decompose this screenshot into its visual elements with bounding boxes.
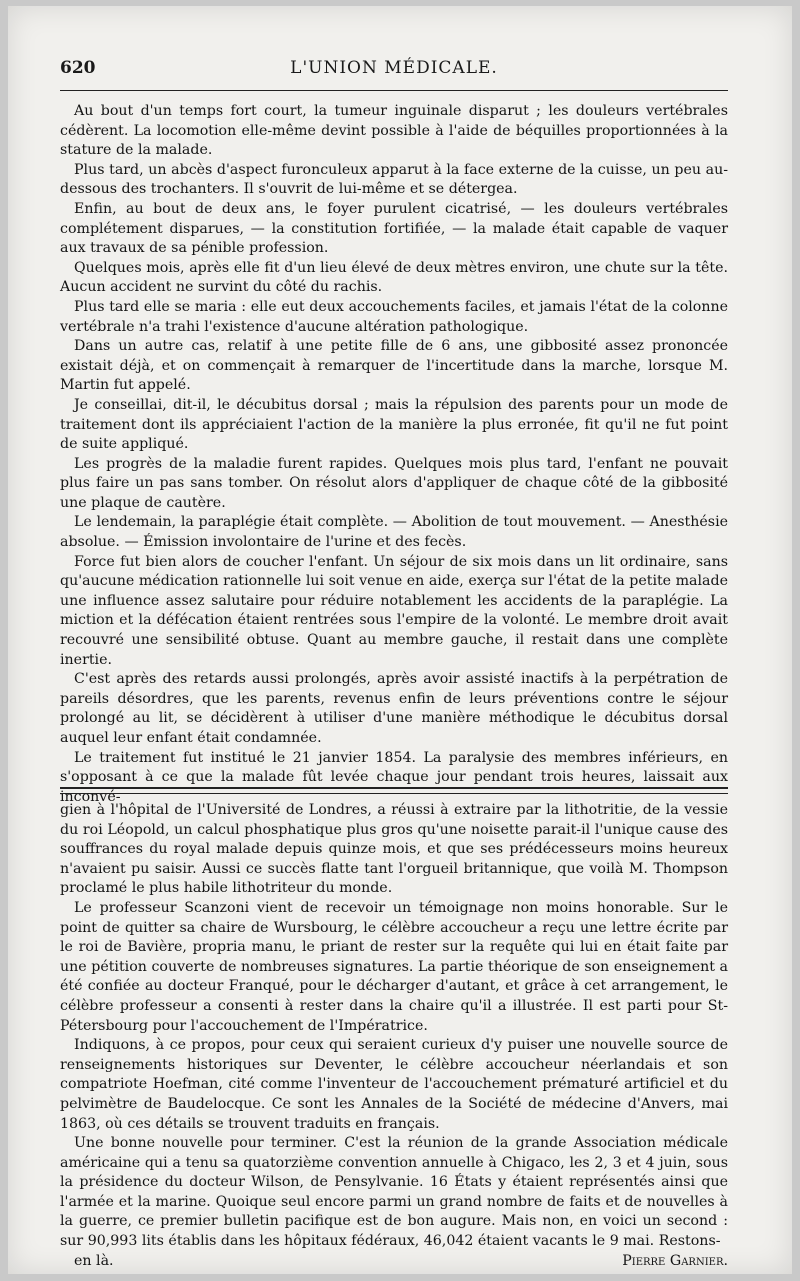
paragraph: Le lendemain, la paraplégie était complète. — Abolition de tout mouvement. — Anesthésie absolue. — Émission involontaire de l'urine et des fecès.: [60, 514, 728, 551]
running-title: L'UNION MÉDICALE.: [290, 58, 498, 78]
feuilleton-divider: [60, 787, 728, 794]
paragraph: Dans un autre cas, relatif à une petite fille de 6 ans, une gibbosité assez prononcée existait déjà, et on commençait à remarquer de l'incertitude dans la marche, lorsque M. Martin fut appelé.: [60, 338, 728, 394]
journal-page: [8, 6, 792, 1274]
paragraph: Le professeur Scanzoni vient de recevoir un témoignage non moins honorable. Sur le point de quitter sa chaire de Wursbourg, le célèbre accoucheur a reçu une lettre écrite par le roi de Bavière, propria manu, le priant de rester sur la requête qui lui en était faite par une pétition couverte de nombreuses signatures. La partie théorique de son enseignement a été confiée au docteur Franqué, pour le décharger d'autant, et grâce à cet arrangement, le célèbre professeur a consenti à rester dans la chaire qu'il a illustrée. Il est parti pour St-Pétersbourg pour l'accouchement de l'Impératrice.: [60, 899, 728, 1034]
closing-line: [60, 1252, 728, 1272]
paragraph: Plus tard elle se maria : elle eut deux accouchements faciles, et jamais l'état de la colonne vertébrale n'a trahi l'existence d'aucune altération pathologique.: [60, 298, 728, 335]
page-header: [60, 56, 728, 91]
closing-words: en là.: [74, 1252, 114, 1269]
paragraph: Je conseillai, dit-il, le décubitus dorsal ; mais la répulsion des parents pour un mode de traitement dont ils appréciaient l'action de la manière la plus erronée, fit qu'il ne fut point de suite appliqué.: [60, 396, 728, 453]
page-number: 620: [60, 58, 96, 78]
paragraph: C'est après des retards aussi prolongés, après avoir assisté inactifs à la perpétration de pareils désordres, que les parents, revenus enfin de leurs préventions contre le séjour prolongé au lit, se décidèrent à utiliser d'une manière méthodique le décubitus dorsal auquel leur enfant était condamnée.: [60, 671, 728, 746]
author-signature: Pierre Garnier.: [622, 1252, 728, 1269]
paragraph: Une bonne nouvelle pour terminer. C'est la réunion de la grande Association médicale américaine qui a tenu sa quatorzième convention annuelle à Chigaco, les 2, 3 et 4 juin, sous la présidence du docteur Wilson, de Pensylvanie. 16 États y étaient représentés ainsi que l'armée et la marine. Quoique seul encore parmi un grand nombre de faits et de nouvelles à la guerre, ce premier bulletin pacifique est de bon augure. Mais non, en voici un second : sur 90,993 lits établis dans les hôpitaux fédéraux, 46,042 étaient vacants le 9 mai. Restons-: [60, 1135, 728, 1250]
paragraph: Indiquons, à ce propos, pour ceux qui seraient curieux d'y puiser une nouvelle source de renseignements historiques sur Deventer, le célèbre accoucheur néerlandais et son compatriote Hoefman, cité comme l'inventeur de l'accouchement prématuré artificiel et du pelvimètre de Baudelocque. Ce sont les Annales de la Société de médecine d'Anvers, mai 1863, où ces détails se trouvent traduits en français.: [60, 1037, 728, 1132]
paragraph: Au bout d'un temps fort court, la tumeur inguinale disparut ; les douleurs vertébrales cédèrent. La locomotion elle-même devint possible à l'aide de béquilles proportionnées à la stature de la malade.: [60, 103, 728, 159]
feuilleton-body: [60, 801, 728, 1271]
paragraph: Quelques mois, après elle fit d'un lieu élevé de deux mètres environ, une chute sur la tête. Aucun accident ne survint du côté du rachis.: [60, 259, 728, 296]
paragraph: Le traitement fut institué le 21 janvier 1854. La paralysie des membres inférieurs, en s'opposant à ce que la malade fût levée chaque jour pendant trois heures, laissait aux inconvé-: [60, 749, 728, 805]
paragraph: Plus tard, un abcès d'aspect furonculeux apparut à la face externe de la cuisse, un peu au-dessous des trochanters. Il s'ouvrit de lui-même et se détergea.: [60, 161, 728, 198]
paragraph: gien à l'hôpital de l'Université de Londres, a réussi à extraire par la lithotritie, de la vessie du roi Léopold, un calcul phosphatique plus gros qu'une noisette parait-il l'unique cause des souffrances du royal malade depuis quinze mois, et que ses prédécesseurs moins heureux n'avaient pu saisir. Aussi ce succès flatte tant l'orgueil britannique, que voilà M. Thompson proclamé le plus habile lithotriteur du monde.: [60, 802, 728, 897]
paragraph: Enfin, au bout de deux ans, le foyer purulent cicatrisé, — les douleurs vertébrales complétement disparues, — la constitution fortifiée, — la malade était capable de vaquer aux travaux de sa pénible profession.: [60, 200, 728, 257]
article-body-upper: [60, 102, 728, 807]
paragraph: Les progrès de la maladie furent rapides. Quelques mois plus tard, l'enfant ne pouvait plus faire un pas sans tomber. On résolut alors d'appliquer de chaque côté de la gibbosité une plaque de cautère.: [60, 455, 728, 511]
paragraph: Force fut bien alors de coucher l'enfant. Un séjour de six mois dans un lit ordinaire, sans qu'aucune médication rationnelle lui soit venue en aide, exerça sur l'état de la petite malade une influence assez salutaire pour réduire notablement les accidents de la paraplégie. La miction et la défécation étaient rentrées sous l'empire de la volonté. Le membre droit avait recouvré une sensibilité obtuse. Quant au membre gauche, il restait dans une complète inertie.: [60, 553, 728, 668]
